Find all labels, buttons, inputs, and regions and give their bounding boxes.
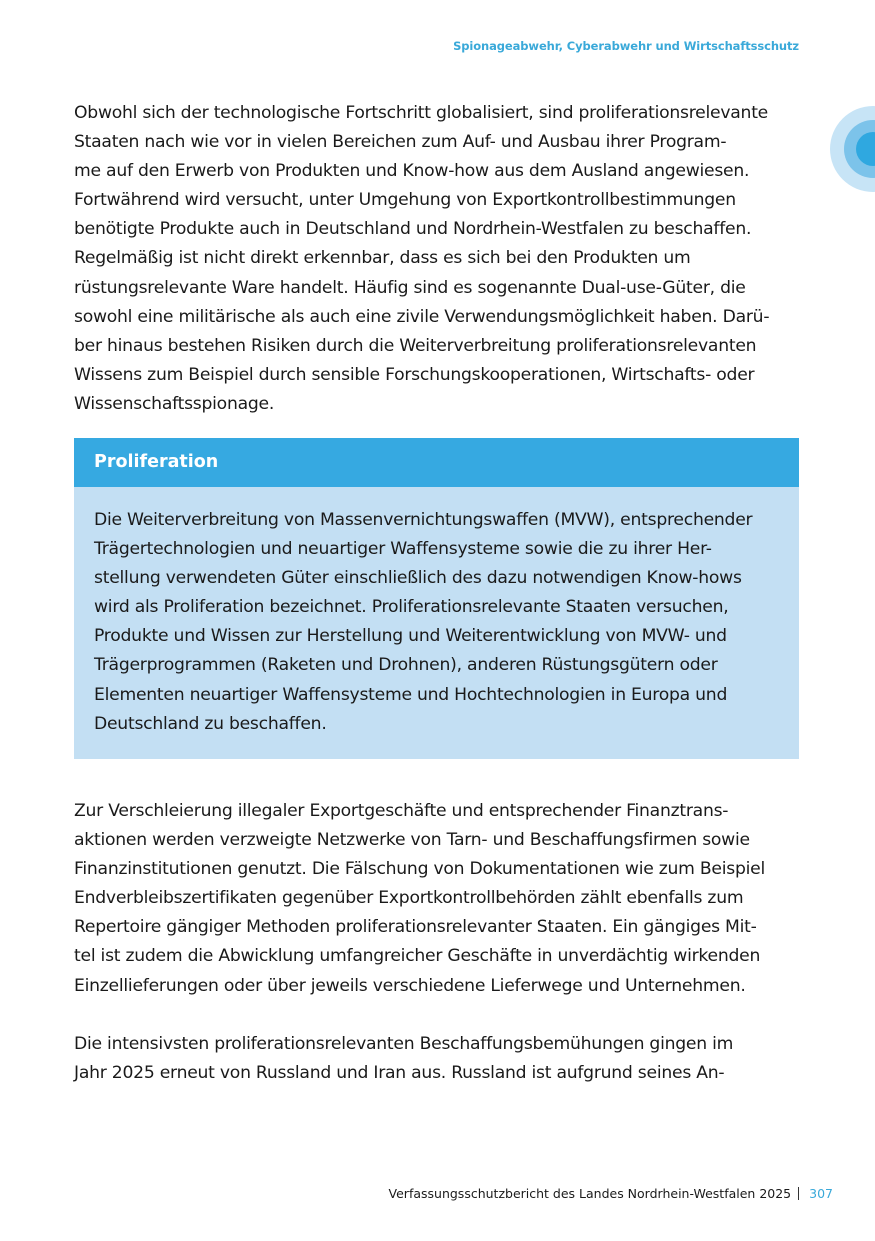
definition-infobox [74,438,799,759]
text-line: Einzellieferungen oder über jeweils verschiedene Lieferwege und Unternehmen. [74,975,746,996]
publication-title: Verfassungsschutzbericht des Landes Nordrhein-Westfalen 2025 [388,1186,792,1201]
infobox-body [94,506,794,739]
body-paragraph-3 [74,1030,802,1088]
text-line: aktionen werden verzweigte Netzwerke von Tarn- und Beschaffungsfirmen sowie [74,830,750,851]
text-line: Produkte und Wissen zur Herstellung und Weiterentwicklung von MVW- und [94,626,727,647]
chapter-marker-decoration [830,106,875,192]
text-line: Zur Verschleierung illegaler Exportgeschäfte und entsprechender Finanztrans- [74,801,729,821]
text-line: Die Weiterverbreitung von Massenvernichtungswaffen (MVW), entsprechender [94,510,753,530]
text-line: Obwohl sich der technologische Fortschritt globalisiert, sind proliferationsrelevante [74,103,769,123]
text-line: Elementen neuartiger Waffensysteme und Hochtechnologien in Europa und [94,684,728,705]
text-line: stellung verwendeten Güter einschließlich des dazu notwendigen Know-hows [94,568,742,589]
text-line: Jahr 2025 erneut von Russland und Iran aus. Russland ist aufgrund seines An- [74,1063,725,1084]
body-paragraph-2 [74,797,802,1001]
page-number: 307 [809,1186,833,1201]
text-line: tel ist zudem die Abwicklung umfangreicher Geschäfte in unverdächtig wirkenden [74,946,761,967]
infobox-title: Proliferation [74,438,799,487]
text-line: Regelmäßig ist nicht direkt erkennbar, dass es sich bei den Produkten um [74,248,691,269]
text-line: Finanzinstitutionen genutzt. Die Fälschung von Dokumentationen wie zum Beispiel [74,859,766,880]
text-line: Fortwährend wird versucht, unter Umgehung von Exportkontrollbestimmungen [74,190,736,211]
text-line: Wissenschaftsspionage. [74,393,275,414]
text-line: Repertoire gängiger Methoden proliferationsrelevanter Staaten. Ein gängiges Mit- [74,917,757,938]
text-line: Wissens zum Beispiel durch sensible Forschungskooperationen, Wirtschafts- oder [74,364,755,385]
footer-divider [798,1187,799,1200]
text-line: Deutschland zu beschaffen. [94,713,327,734]
text-line: Trägertechnologien und neuartiger Waffensysteme sowie die zu ihrer Her- [94,539,712,560]
text-line: benötigte Produkte auch in Deutschland und Nordrhein-Westfalen zu beschaffen. [74,219,752,240]
text-line: me auf den Erwerb von Produkten und Know-how aus dem Ausland angewiesen. [74,161,750,182]
text-line: ber hinaus bestehen Risiken durch die Weiterverbreitung proliferationsrelevanten [74,335,757,356]
text-line: Die intensivsten proliferationsrelevanten Beschaffungsbemühungen gingen im [74,1034,734,1054]
running-header: Spionageabwehr, Cyberabwehr und Wirtschaftsschutz [453,39,799,53]
text-line: Staaten nach wie vor in vielen Bereichen zum Auf- und Ausbau ihrer Program- [74,132,727,153]
text-line: Trägerprogrammen (Raketen und Drohnen), anderen Rüstungsgütern oder [94,655,718,676]
text-line: rüstungsrelevante Ware handelt. Häufig sind es sogenannte Dual-use-Güter, die [74,277,746,298]
text-line: wird als Proliferation bezeichnet. Proliferationsrelevante Staaten versuchen, [94,597,729,618]
text-line: Endverbleibszertifikaten gegenüber Exportkontrollbehörden zählt ebenfalls zum [74,888,744,909]
page-footer [389,1186,833,1201]
body-paragraph-1 [74,99,802,419]
text-line: sowohl eine militärische als auch eine zivile Verwendungsmöglichkeit haben. Darü- [74,306,770,327]
